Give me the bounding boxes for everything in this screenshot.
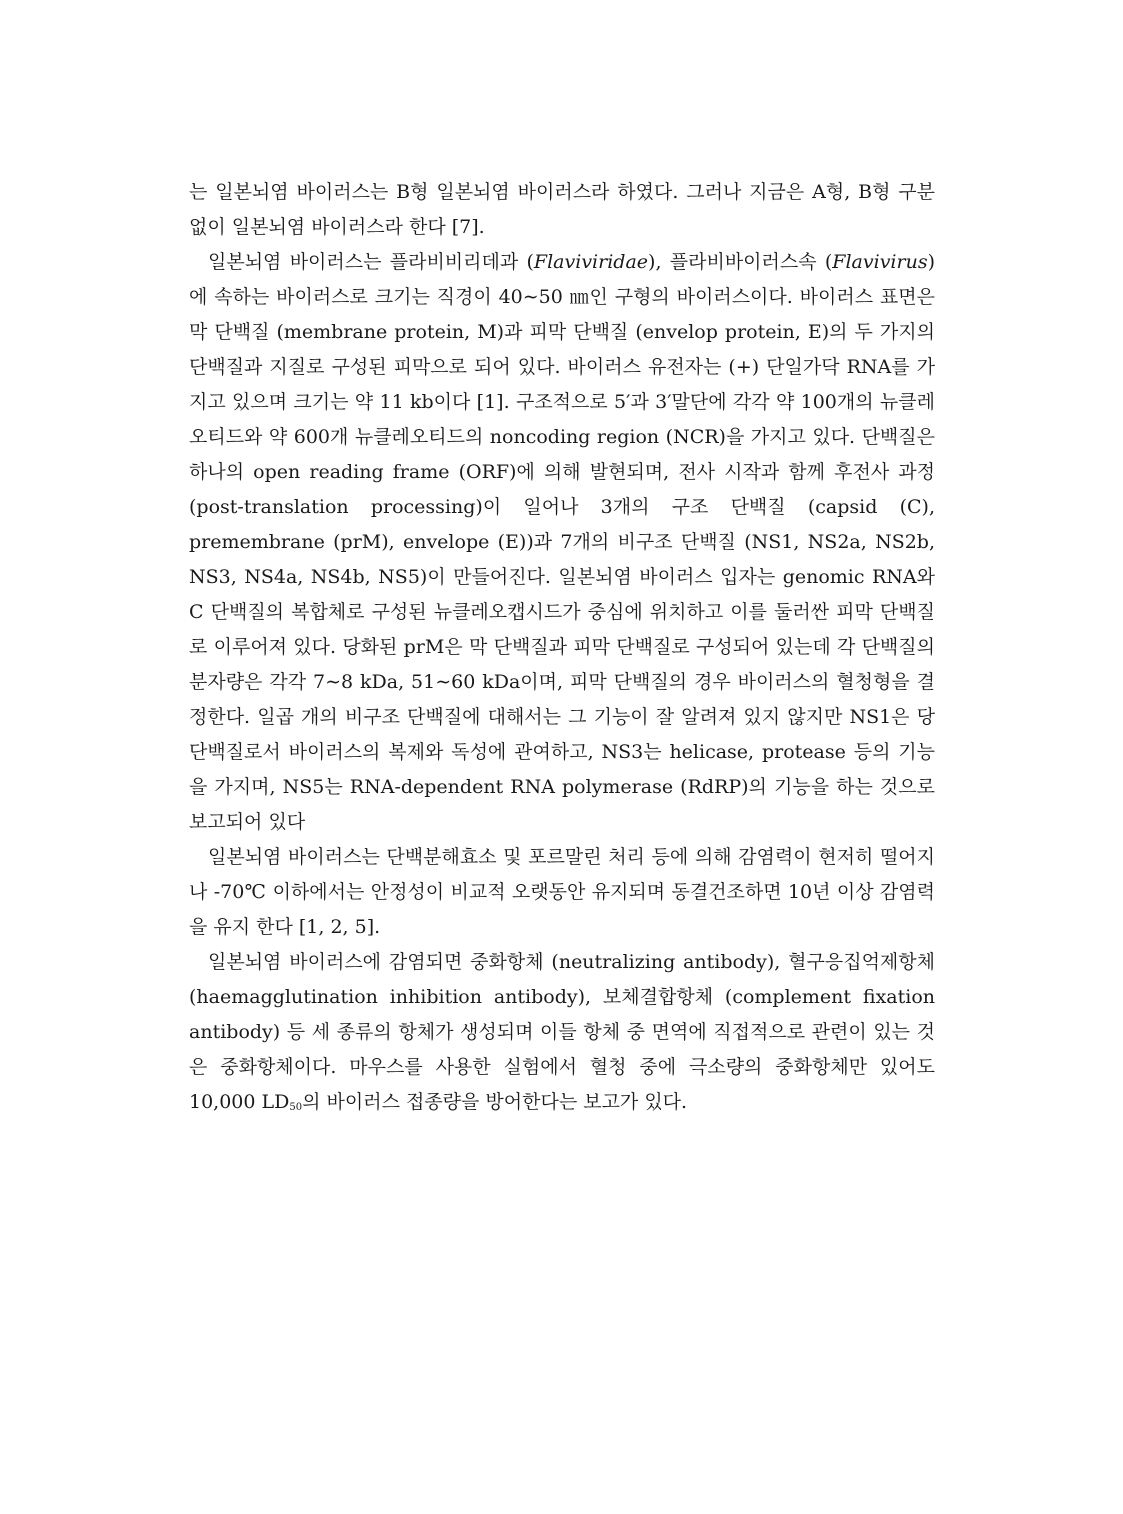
paragraph-antibodies <box>189 945 935 1120</box>
body-text <box>189 175 935 1120</box>
text-run: 일본뇌염 바이러스에 감염되면 중화항체 (neutralizing antibody), 혈구응집억제항체 (haemagglutination inhibition antibody), 보체결합항체 (complement fixation antibody) 등 세 종류의 항체가 생성되며 이들 항체 중 면역에 직접적으로 관련이 있는 것은 중화항체이다. 마우스를 사용한 실험에서 혈청 중에 극소량의 중화항체만 있어도 10,000 LD <box>189 951 935 1113</box>
paragraph-virus-structure <box>189 245 935 840</box>
paragraph-stability <box>189 840 935 945</box>
genus-name-italic: Flavivirus <box>832 251 928 273</box>
paragraph-continuation <box>189 175 935 245</box>
text-run: )에 속하는 바이러스로 크기는 직경이 40∼50 ㎚인 구형의 바이러스이다. 바이러스 표면은 막 단백질 (membrane protein, M)과 피막 단백질 (envelop protein, E)의 두 가지의 단백질과 지질로 구성된 피막으로 되어 있다. 바이러스 유전자는 (+) 단일가닥 RNA를 가지고 있으며 크기는 약 11 kb이다 [1]. 구조적으로 5′과 3′말단에 각각 약 100개의 뉴클레오티드와 약 600개 뉴클레오티드의 noncoding region (NCR)을 가지고 있다. 단백질은 하나의 open reading frame (ORF)에 의해 발현되며, 전사 시작과 함께 후전사 과정 (post-translation processing)이 일어나 3개의 구조 단백질 (capsid (C), premembrane (prM), envelope (E))과 7개의 비구조 단백질 (NS1, NS2a, NS2b, NS3, NS4a, NS4b, NS5)이 만들어진다. 일본뇌염 바이러스 입자는 genomic RNA와 C 단백질의 복합체로 구성된 뉴클레오캡시드가 중심에 위치하고 이를 둘러싼 피막 단백질로 이루어져 있다. 당화된 prM은 막 단백질과 피막 단백질로 구성되어 있는데 각 단백질의 분자량은 각각 7∼8 kDa, 51∼60 kDa이며, 피막 단백질의 경우 바이러스의 혈청형을 결정한다. 일곱 개의 비구조 단백질에 대해서는 그 기능이 잘 알려져 있지 않지만 NS1은 당 단백질로서 바이러스의 복제와 독성에 관여하고, NS3는 helicase, protease 등의 기능을 가지며, NS5는 RNA-dependent RNA polymerase (RdRP)의 기능을 하는 것으로 보고되어 있다 <box>189 251 935 833</box>
text-run: 의 바이러스 접종량을 방어한다는 보고가 있다. <box>302 1091 688 1113</box>
text-run: ), 플라비바이러스속 ( <box>648 251 833 273</box>
subscript-50: 50 <box>289 1102 303 1113</box>
text-run: 일본뇌염 바이러스는 플라비비리데과 ( <box>208 251 534 273</box>
paragraph-text: 는 일본뇌염 바이러스는 B형 일본뇌염 바이러스라 하였다. 그러나 지금은 A형, B형 구분 없이 일본뇌염 바이러스라 한다 [7]. <box>189 181 936 238</box>
paragraph-text: 일본뇌염 바이러스는 단백분해효소 및 포르말린 처리 등에 의해 감염력이 현저히 떨어지나 -70℃ 이하에서는 안정성이 비교적 오랫동안 유지되며 동결건조하면 10년 이상 감염력을 유지 한다 [1, 2, 5]. <box>189 846 935 938</box>
family-name-italic: Flaviviridae <box>533 251 649 273</box>
